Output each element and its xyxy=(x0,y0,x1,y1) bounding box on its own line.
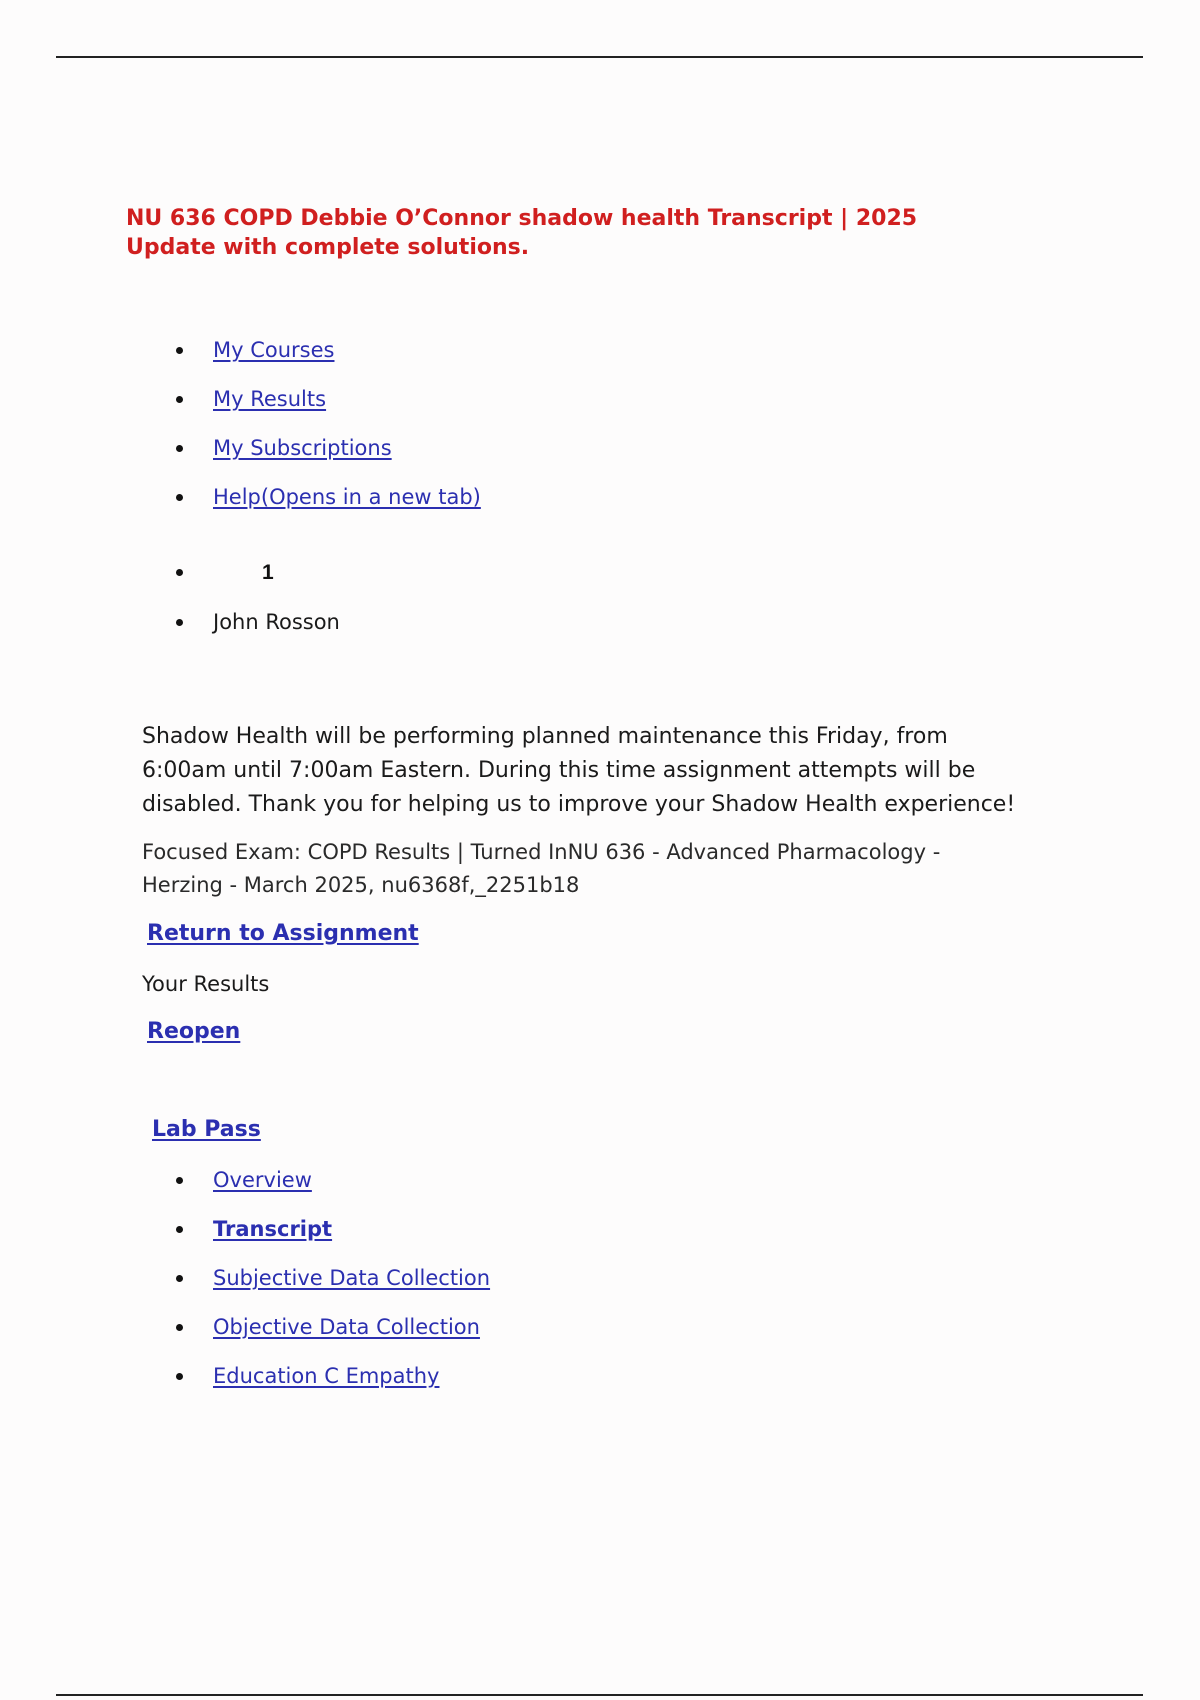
maintenance-notice: Shadow Health will be performing planned maintenance this Friday, from 6:00am until 7:00am Eastern. During this time assignment attempts will be disabled. Thank you for helping us to improve your Shadow Health experience! xyxy=(142,724,1016,817)
bullet-icon xyxy=(176,1226,183,1233)
main-nav-list xyxy=(176,336,481,532)
reopen-link[interactable]: Reopen xyxy=(147,1019,241,1044)
education-empathy-link[interactable]: Education C Empathy xyxy=(213,1364,440,1388)
bullet-icon xyxy=(176,396,183,403)
lab-nav-item-overview xyxy=(176,1166,490,1194)
overview-link[interactable]: Overview xyxy=(213,1168,312,1192)
transcript-link[interactable]: Transcript xyxy=(213,1217,333,1241)
top-divider xyxy=(56,56,1143,58)
my-subscriptions-link[interactable]: My Subscriptions xyxy=(213,436,392,460)
your-results-heading: Your Results xyxy=(142,972,270,996)
nav-item-my-results xyxy=(176,385,481,413)
lab-nav-item-subjective xyxy=(176,1264,490,1292)
bullet-icon xyxy=(176,445,183,452)
lab-nav-item-transcript xyxy=(176,1215,490,1243)
objective-data-collection-link[interactable]: Objective Data Collection xyxy=(213,1315,480,1339)
lab-nav-item-objective xyxy=(176,1313,490,1341)
bullet-icon xyxy=(176,1275,183,1282)
subjective-data-collection-link[interactable]: Subjective Data Collection xyxy=(213,1266,491,1290)
bullet-icon xyxy=(176,619,183,626)
nav-item-my-subscriptions xyxy=(176,434,481,462)
bullet-icon xyxy=(176,494,183,501)
my-results-link[interactable]: My Results xyxy=(213,387,327,411)
lab-pass-nav-list xyxy=(176,1166,490,1411)
nav-item-my-courses xyxy=(176,336,481,364)
notification-count[interactable]: 1 xyxy=(262,561,274,584)
exam-info: Focused Exam: COPD Results | Turned InNU 636 - Advanced Pharmacology - Herzing - March 2025, nu6368f,_2251b18 xyxy=(142,840,941,897)
document-title: NU 636 COPD Debbie O’Connor shadow health Transcript | 2025 Update with complete solutions. xyxy=(126,206,918,260)
bullet-icon xyxy=(176,1373,183,1380)
notification-count-item[interactable] xyxy=(176,558,340,587)
lab-pass-link[interactable]: Lab Pass xyxy=(152,1117,261,1142)
bullet-icon xyxy=(176,1324,183,1331)
nav-item-help xyxy=(176,483,481,511)
user-menu-list xyxy=(176,558,340,657)
lab-nav-item-education xyxy=(176,1362,490,1390)
help-link[interactable]: Help(Opens in a new tab) xyxy=(213,485,481,509)
bullet-icon xyxy=(176,569,183,576)
my-courses-link[interactable]: My Courses xyxy=(213,338,335,362)
user-name[interactable]: John Rosson xyxy=(213,610,340,634)
return-to-assignment-link[interactable]: Return to Assignment xyxy=(147,921,419,946)
user-name-item[interactable] xyxy=(176,608,340,636)
bullet-icon xyxy=(176,347,183,354)
bullet-icon xyxy=(176,1177,183,1184)
bottom-divider xyxy=(56,1694,1143,1696)
